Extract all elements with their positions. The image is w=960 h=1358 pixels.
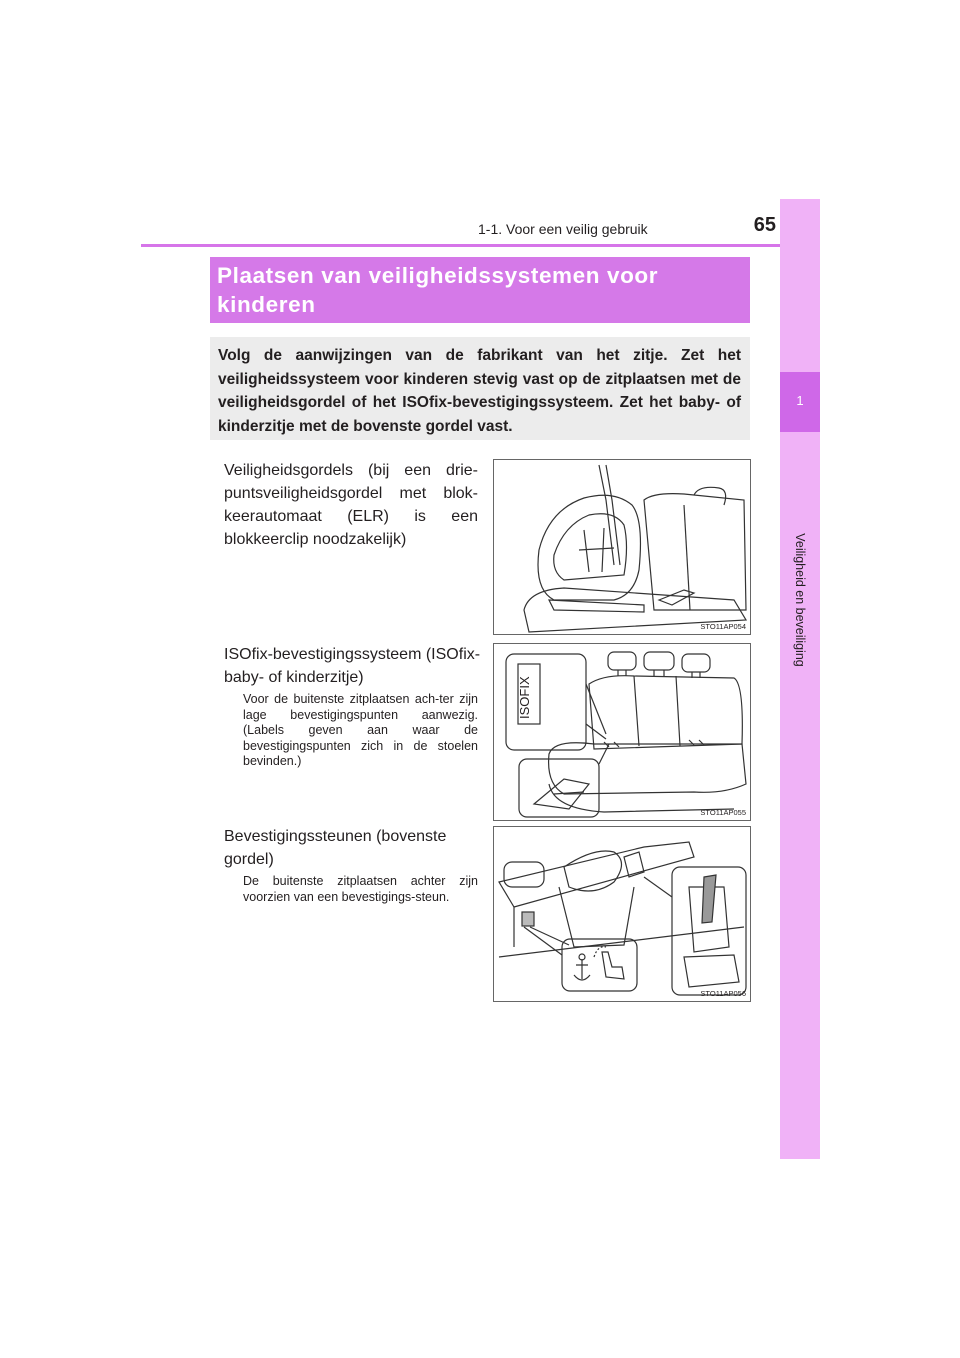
item-heading-top-tether: Bevestigingssteunen (bovenste gordel) [224, 828, 447, 868]
chapter-label: Veiligheid en beveiliging [793, 533, 807, 667]
figure-seatbelt-installation [493, 459, 751, 635]
child-seat-illustration [494, 460, 750, 634]
header-rule [141, 244, 819, 247]
chapter-side-tab [780, 199, 820, 1159]
item-heading-isofix: ISOfix-bevestigingssysteem (ISOfix-baby- of kinderzitje) [224, 646, 481, 686]
page-title: Plaatsen van veiligheidssystemen voor kinderen [217, 263, 659, 317]
intro-box [210, 337, 750, 440]
figure-code: STO11AP055 [700, 808, 746, 817]
figure-code: STO11AP054 [700, 622, 746, 631]
figure-code: STO11AP056 [700, 989, 746, 998]
item-heading-seatbelts: Veiligheidsgordels (bij een drie-puntsveiligheidsgordel met blok-keerautomaat (ELR) is een blokkeerclip noodzakelijk) [224, 462, 478, 548]
chapter-number: 1 [796, 393, 804, 408]
page-number: 65 [753, 214, 776, 236]
intro-text: Volg de aanwijzingen van de fabrikant van het zitje. Zet het veiligheidssysteem voor kinderen stevig vast op de zitplaatsen met de veiligheidsgordel of het ISOfix-bevestigingssysteem. Zet het baby- of kinderzitje met de bovenste gordel vast. [218, 347, 741, 435]
section-title: 1-1. Voor een veilig gebruik [478, 221, 648, 237]
isofix-tag-label: ISOFIX [517, 676, 532, 719]
tether-anchor-illustration [494, 827, 750, 1001]
rear-seat-isofix-illustration [494, 644, 750, 820]
figure-top-tether-anchors [493, 826, 751, 1002]
item-description-isofix: Voor de buitenste zitplaatsen ach-ter zijn lage bevestigingspunten aanwezig. (Labels geven aan waar de bevestigingspunten zich in de stoelen bevinden.) [243, 692, 478, 768]
item-description-top-tether: De buitenste zitplaatsen achter zijn voorzien van een bevestigings-steun. [243, 874, 478, 904]
figure-isofix-anchors [493, 643, 751, 821]
section-title-band [210, 257, 750, 323]
